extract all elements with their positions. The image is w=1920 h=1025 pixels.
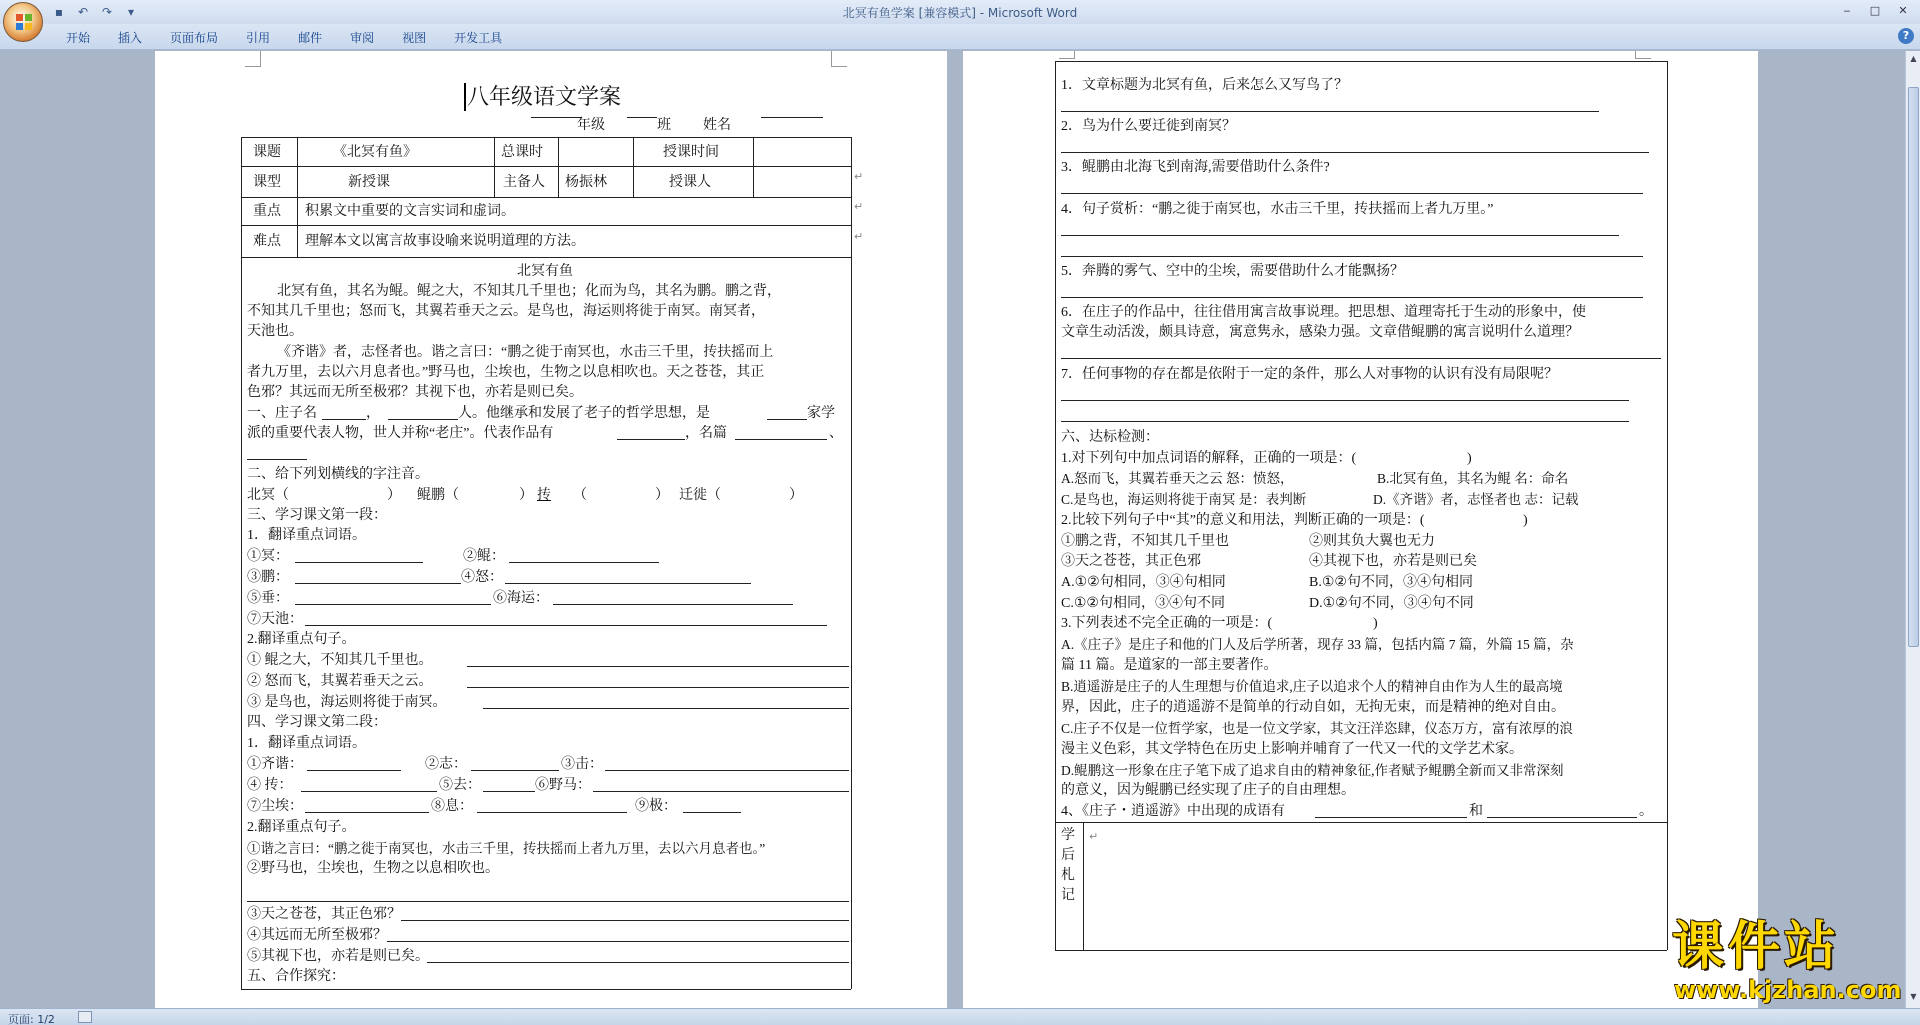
mc-option: D.鲲鹏这一形象在庄子笔下成了追求自由的精神象征,作者赋予鲲鹏全新而又非常深刻: [1061, 763, 1564, 778]
passage-line: 色邪？其远而无所至极邪？其视下也，亦若是则已矣。: [247, 385, 583, 400]
window-controls: [1834, 2, 1916, 20]
blank-line: [553, 604, 793, 605]
blank-line: [305, 625, 827, 626]
help-icon[interactable]: ?: [1898, 28, 1914, 44]
s3-sub: 1．翻译重点词语。: [247, 528, 366, 543]
s1-text: ，名篇: [685, 426, 727, 441]
blank-line: [617, 439, 685, 440]
mc-option: A.《庄子》是庄子和他的门人及后学所著，现存 33 篇，包括内篇 7 篇，外篇 15 篇，杂: [1061, 637, 1574, 652]
table-border: [1055, 950, 1667, 951]
office-button[interactable]: [3, 2, 43, 42]
table-border: [1055, 61, 1667, 62]
blank-line: [1061, 235, 1619, 236]
mc-question: 2.比较下列句子中“其”的意义和用法，判断正确的一项是：(: [1061, 513, 1425, 528]
s1-text: 家学: [807, 406, 835, 421]
tab-page-layout[interactable]: 页面布局: [170, 31, 219, 45]
tab-review[interactable]: 审阅: [350, 31, 375, 45]
table-border: [753, 137, 754, 197]
blank-line: [295, 583, 461, 584]
blank-line: [1061, 152, 1649, 153]
mc-sentence: ①鹏之背，不知其几千里也: [1061, 534, 1229, 549]
tab-mailings[interactable]: 邮件: [298, 31, 323, 45]
vocab-item: ⑤垂：: [247, 591, 289, 606]
page-1: [155, 51, 947, 1008]
notes-label: 后: [1061, 848, 1075, 863]
mc-question: 4、《庄子・逍遥游》中出现的成语有: [1061, 804, 1285, 819]
blank-line: [505, 583, 751, 584]
blank-line: [247, 901, 849, 902]
vocab-item: ⑦尘埃：: [247, 799, 303, 814]
question: 4．句子赏析：“鹏之徙于南冥也，水击三千里，抟扶摇而上者九万里。”: [1061, 202, 1494, 217]
watermark: [1672, 918, 1902, 1008]
s1-text: 派的重要代表人物，世人并称“老庄”。代表作品有: [247, 426, 554, 441]
sentence-item: ④其远而无所至极邪？: [247, 928, 387, 943]
table-border: [1083, 822, 1084, 950]
scroll-up-icon[interactable]: ▲: [1910, 54, 1917, 63]
sentence-item: ① 鲲之大，不知其几千里也。: [247, 653, 433, 668]
cell-label: 主备人: [503, 175, 545, 190]
blank-line: [388, 419, 458, 420]
table-border: [241, 225, 851, 226]
blank-line: [295, 562, 423, 563]
question: 3．鲲鹏由北海飞到南海,需要借助什么条件?: [1061, 160, 1330, 175]
vocab-item: ④ 抟：: [247, 778, 293, 793]
cell-label: 难点: [253, 234, 281, 249]
header-grade: 年级: [577, 118, 605, 133]
vocab-item: ②志：: [425, 757, 467, 772]
blank-line: [483, 708, 849, 709]
s2-word: （: [573, 488, 587, 503]
cell-value: 理解本文以寓言故事设喻来说明道理的方法。: [305, 234, 585, 249]
blank-line: [387, 941, 849, 942]
vocab-item: ①齐谐：: [247, 757, 303, 772]
passage-line: 不知其几千里也；怒而飞，其翼若垂天之云。是鸟也，海运则将徙于南冥。南冥者，: [247, 304, 765, 319]
ribbon-tabs: [0, 24, 1920, 50]
blank-line: [307, 770, 401, 771]
table-border: [633, 137, 634, 197]
cell-label: 授课时间: [663, 145, 719, 160]
mc-option: D.《齐谐》者，志怪者也 志：记载: [1373, 492, 1579, 507]
table-border: [1055, 61, 1056, 950]
s2-word: ）: [655, 488, 669, 503]
title-bar: [0, 0, 1920, 24]
blank-line: [1487, 817, 1637, 818]
table-border: [241, 989, 851, 990]
blank-line: [1061, 400, 1629, 401]
s4-title: 四、学习课文第二段：: [247, 715, 387, 730]
mc-option: A.怒而飞，其翼若垂天之云 怒：愤怒，: [1061, 471, 1294, 486]
sentence-item: ③ 是鸟也，海运则将徙于南冥。: [247, 695, 447, 710]
vocab-item: ⑥海运：: [493, 591, 549, 606]
blank-line: [683, 812, 741, 813]
table-border: [494, 137, 495, 197]
mc-sentence: ③天之苍苍，其正色邪: [1061, 554, 1201, 569]
blank-line: [1061, 256, 1643, 257]
blank-line: [483, 791, 535, 792]
blank-line: [767, 419, 807, 420]
passage-title: 北冥有鱼: [517, 264, 573, 279]
cell-value: 新授课: [348, 175, 390, 190]
mc-question: 和: [1469, 804, 1483, 819]
paragraph-mark: ↵: [1089, 830, 1099, 843]
vocab-item: ⑧息：: [431, 799, 473, 814]
cell-end-mark: ↵: [854, 230, 864, 243]
s6-title: 六、达标检测：: [1061, 430, 1159, 445]
table-border: [241, 137, 851, 138]
table-border: [241, 197, 851, 198]
blank-line: [477, 812, 627, 813]
tab-view[interactable]: 视图: [402, 31, 427, 45]
s4-sub: 2.翻译重点句子。: [247, 820, 356, 835]
sentence-item: ② 怒而飞，其翼若垂天之云。: [247, 674, 433, 689]
s4-sub: 1．翻译重点词语。: [247, 736, 366, 751]
passage-line: 北冥有鱼，其名为鲲。鲲之大，不知其几千里也；化而为鸟，其名为鹏。鹏之背，: [277, 284, 781, 299]
mc-option: C.庄子不仅是一位哲学家，也是一位文学家，其文汪洋恣肆，仪态万方，富有浓厚的浪: [1061, 721, 1573, 736]
blank-line: [322, 419, 366, 420]
crop-mark: [831, 51, 847, 67]
blank-line: [301, 791, 437, 792]
proofing-icon[interactable]: [78, 1011, 92, 1023]
notes-label: 学: [1061, 828, 1075, 843]
question: 7．任何事物的存在都是依附于一定的条件，那么人对事物的认识有没有局限呢？: [1061, 367, 1558, 382]
mc-option: D.①②句不同，③④句不同: [1309, 596, 1474, 611]
question: 5．奔腾的雾气、空中的尘埃，需要借助什么才能飘扬？: [1061, 264, 1404, 279]
blank-line: [593, 791, 849, 792]
s1-text: 一、庄子名: [247, 406, 317, 421]
table-border: [1667, 61, 1668, 950]
vocab-item: ④怒：: [461, 570, 503, 585]
vocab-item: ③击：: [561, 757, 603, 772]
sentence-item: ①谐之言曰：“鹏之徙于南冥也，水击三千里，抟扶摇而上者九万里，去以六月息者也。”: [247, 841, 766, 856]
vocab-item: ⑦天池：: [247, 612, 303, 627]
tab-references[interactable]: 引用: [246, 31, 271, 45]
s1-text: 人。他继承和发展了老子的哲学思想，是: [458, 406, 710, 421]
blank-line: [295, 604, 491, 605]
crop-mark: [245, 51, 261, 67]
mc-option: 漫主义色彩，其文学特色在历史上影响并哺育了一代又一代的文学艺术家。: [1061, 742, 1523, 757]
text-cursor: [464, 83, 466, 111]
blank-line: [735, 439, 827, 440]
page-2: [963, 51, 1758, 1008]
blank-line: [627, 117, 657, 118]
blank-line: [467, 666, 849, 667]
s1-text: ，: [366, 406, 380, 421]
redo-icon[interactable]: ↷: [101, 5, 113, 19]
table-border: [851, 137, 852, 989]
table-border: [558, 137, 559, 197]
blank-line: [1061, 297, 1643, 298]
sentence-item: ②野马也，尘埃也，生物之以息相吹也。: [247, 861, 499, 876]
s2-word: 鲲鹏（: [417, 488, 459, 503]
maximize-button[interactable]: □: [1869, 4, 1881, 17]
s2-word: ）: [519, 488, 533, 503]
cell-label: 重点: [253, 204, 281, 219]
s2-word: ）: [789, 488, 803, 503]
cell-label: 课型: [253, 175, 281, 190]
blank-line: [531, 117, 581, 118]
question: 文章生动活泼，颇具诗意，寓意隽永，感染力强。文章借鲲鹏的寓言说明什么道理？: [1061, 325, 1579, 340]
mc-question: ): [1373, 616, 1378, 631]
blank-line: [1061, 421, 1629, 422]
s3-title: 三、学习课文第一段：: [247, 508, 387, 523]
mc-option: B.北冥有鱼，其名为鲲 名：命名: [1377, 471, 1569, 486]
blank-line: [1061, 358, 1661, 359]
passage-line: 者九万里，去以六月息者也。”野马也，尘埃也，生物之以息相吹也。天之苍苍，其正: [247, 365, 765, 380]
vocab-item: ⑤去：: [439, 778, 481, 793]
table-border: [297, 137, 298, 257]
watermark-url: www.kjzhan.com: [1674, 976, 1902, 1004]
cell-end-mark: ↵: [854, 170, 864, 183]
window-title: 北冥有鱼学案 [兼容模式] - Microsoft Word: [842, 6, 1078, 20]
minimize-button[interactable]: ‒: [1843, 4, 1851, 17]
scroll-down-icon[interactable]: ▼: [1910, 992, 1917, 1001]
mc-option: 的意义，因为鲲鹏已经实现了庄子的自由理想。: [1061, 783, 1355, 798]
blank-line: [427, 962, 849, 963]
blank-line: [305, 812, 429, 813]
crop-mark: [1059, 51, 1075, 59]
cell-end-mark: ↵: [854, 200, 864, 213]
s1-text: 、: [829, 426, 843, 441]
mc-sentence: ②则其负大翼也无力: [1309, 534, 1435, 549]
s2-word: 抟: [537, 488, 551, 503]
mc-question: 3.下列表述不完全正确的一项是：(: [1061, 616, 1273, 631]
question: 2．鸟为什么要迁徙到南冥？: [1061, 119, 1236, 134]
mc-option: B.①②句不同，③④句相同: [1309, 575, 1473, 590]
mc-option: C.①②句相同，③④句不同: [1061, 596, 1225, 611]
status-bar: [0, 1008, 1920, 1025]
blank-line: [761, 117, 823, 118]
table-border: [241, 257, 851, 258]
s5-title: 五、合作探究：: [247, 969, 345, 984]
notes-label: 记: [1061, 888, 1075, 903]
tab-insert[interactable]: 插入: [118, 31, 143, 45]
vocab-item: ①冥：: [247, 549, 289, 564]
cell-value: 积累文中重要的文言实词和虚词。: [305, 204, 515, 219]
header-class: 班: [657, 118, 671, 133]
blank-line: [605, 770, 849, 771]
blank-line: [509, 562, 659, 563]
blank-line: [1061, 193, 1643, 194]
scrollbar-thumb[interactable]: [1908, 87, 1919, 647]
cell-label: 总课时: [501, 145, 543, 160]
cell-label: 课题: [253, 145, 281, 160]
question: 1．文章标题为北冥有鱼，后来怎么又写鸟了？: [1061, 78, 1348, 93]
mc-question: 。: [1639, 804, 1653, 819]
mc-option: 篇 11 篇。是道家的一部主要著作。: [1061, 658, 1278, 673]
sentence-item: ⑤其视下也，亦若是则已矣。: [247, 949, 429, 964]
s3-sub: 2.翻译重点句子。: [247, 632, 356, 647]
qat-more-icon[interactable]: ▾: [127, 5, 135, 19]
vertical-scrollbar[interactable]: [1905, 51, 1920, 1008]
vocab-item: ②鲲：: [463, 549, 505, 564]
page-count[interactable]: 页面: 1/2: [8, 1013, 55, 1025]
table-border: [241, 137, 242, 989]
blank-line: [1315, 817, 1467, 818]
mc-option: 界，因此，庄子的逍遥游不是简单的行动自如，无拘无束，而是精神的绝对自由。: [1061, 700, 1565, 715]
mc-option: C.是鸟也，海运则将徙于南冥 是：表判断: [1061, 492, 1307, 507]
blank-line: [471, 770, 559, 771]
passage-line: 天池也。: [247, 324, 303, 339]
table-border: [1055, 822, 1667, 823]
notes-label: 札: [1061, 868, 1075, 883]
sentence-item: ③天之苍苍，其正色邪？: [247, 907, 401, 922]
header-name: 姓名: [703, 118, 731, 133]
vocab-item: ⑨极：: [635, 799, 677, 814]
mc-option: A.①②句相同，③④句相同: [1061, 575, 1226, 590]
blank-line: [467, 687, 849, 688]
blank-line: [1061, 111, 1599, 112]
office-logo-icon: [15, 13, 33, 31]
s2-word: 北冥（: [247, 488, 289, 503]
save-icon[interactable]: ▪: [54, 5, 64, 19]
mc-question: ): [1523, 513, 1528, 528]
mc-question: 1.对下列句中加点词语的解释，正确的一项是：(: [1061, 451, 1357, 466]
blank-line: [247, 459, 307, 460]
mc-question: ): [1467, 451, 1472, 466]
s2-title: 二、给下列划横线的字注音。: [247, 467, 429, 482]
blank-line: [401, 920, 849, 921]
close-button[interactable]: ✕: [1898, 4, 1908, 17]
mc-option: B.逍遥游是庄子的人生理想与价值追求,庄子以追求个人的精神自由作为人生的最高境: [1061, 679, 1563, 694]
tab-developer[interactable]: 开发工具: [454, 31, 503, 45]
table-border: [241, 166, 851, 167]
mc-sentence: ④其视下也，亦若是则已矣: [1309, 554, 1477, 569]
watermark-text: 课件站: [1672, 917, 1841, 977]
cell-value: 《北冥有鱼》: [333, 145, 417, 160]
crop-mark: [1635, 51, 1651, 59]
cell-value: 杨振林: [565, 175, 607, 190]
passage-line: 《齐谐》者，志怪者也。谐之言曰：“鹏之徙于南冥也，水击三千里，抟扶摇而上: [277, 345, 774, 360]
s2-word: ）: [387, 488, 401, 503]
question: 6．在庄子的作品中，往往借用寓言故事说理。把思想、道理寄托于生动的形象中，使: [1061, 305, 1586, 320]
vocab-item: ③鹏：: [247, 570, 289, 585]
undo-icon[interactable]: ↶: [77, 5, 89, 19]
tab-home[interactable]: 开始: [66, 31, 91, 45]
cell-label: 授课人: [669, 175, 711, 190]
document-title: 八年级语文学案: [467, 84, 622, 109]
vocab-item: ⑥野马：: [535, 778, 591, 793]
s2-word: 迁徙（: [679, 488, 721, 503]
